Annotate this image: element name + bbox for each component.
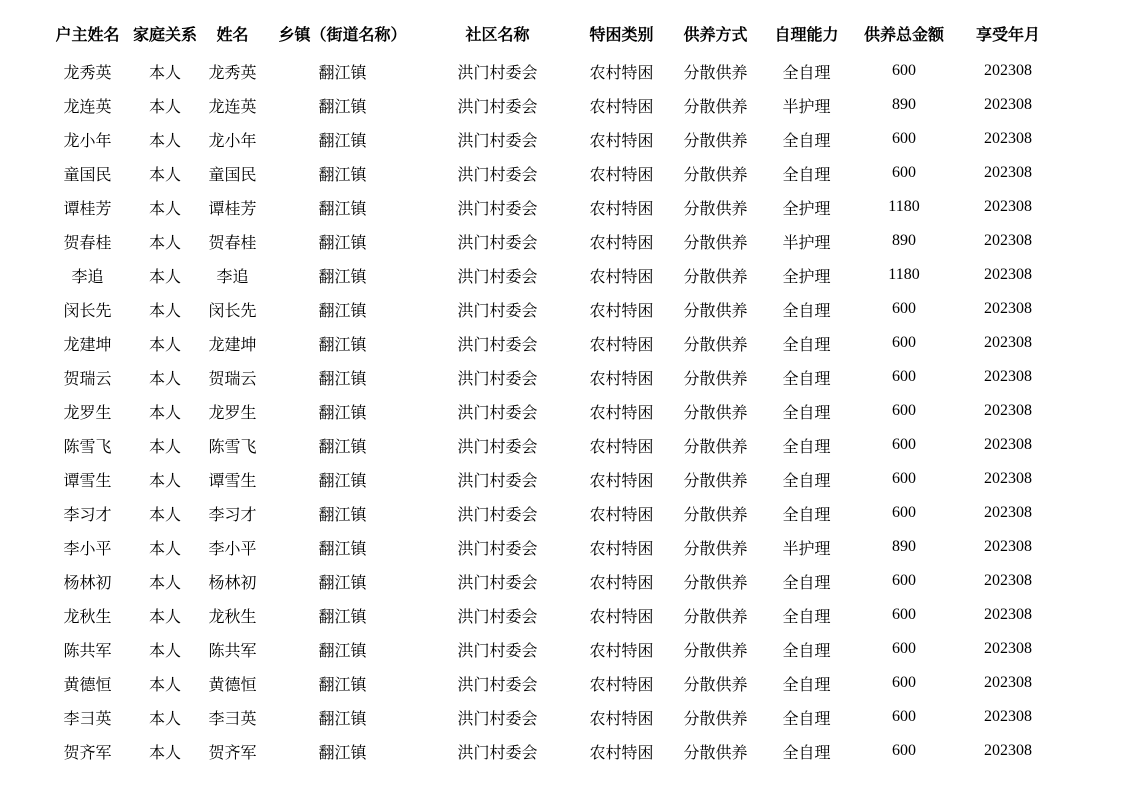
table-cell-township: 翻江镇 [318,234,367,252]
table-cell-household-head-name: 谭雪生 [63,472,112,490]
table-cell-family-relation: 本人 [148,642,181,660]
table-cell-support-method: 分散供养 [683,506,748,524]
table-cell-benefit-year-month: 202308 [984,674,1032,691]
table-cell-community-name: 洪门村委会 [457,200,538,218]
table-cell-household-head-name: 贺齐军 [63,744,112,762]
table-cell-family-relation: 本人 [148,540,181,558]
table-cell-benefit-year-month: 202308 [984,436,1032,453]
table-cell-household-head-name: 贺瑞云 [63,370,112,388]
table-row [45,734,1058,768]
table-cell-support-method: 分散供养 [683,642,748,660]
table-cell-household-head-name: 李习才 [63,506,112,524]
table-cell-benefit-year-month: 202308 [984,300,1032,317]
table-cell-name: 贺齐军 [208,744,257,762]
table-cell-poverty-category: 农村特困 [589,132,654,150]
table-cell-name: 龙罗生 [208,404,257,422]
table-cell-community-name: 洪门村委会 [457,336,538,354]
table-cell-benefit-year-month: 202308 [984,708,1032,725]
table-cell-benefit-year-month: 202308 [984,368,1032,385]
table-cell-poverty-category: 农村特困 [589,506,654,524]
table-cell-township: 翻江镇 [318,302,367,320]
table-row [45,54,1058,88]
column-header-family-relation: 家庭关系 [132,26,197,44]
table-row [45,462,1058,496]
table-cell-self-care-ability: 半护理 [782,540,831,558]
table-row [45,360,1058,394]
table-cell-family-relation: 本人 [148,710,181,728]
table-cell-self-care-ability: 全自理 [782,336,831,354]
table-cell-support-method: 分散供养 [683,676,748,694]
table-cell-support-method: 分散供养 [683,404,748,422]
table-cell-self-care-ability: 全自理 [782,642,831,660]
table-cell-benefit-year-month: 202308 [984,232,1032,249]
table-cell-self-care-ability: 全自理 [782,608,831,626]
table-cell-community-name: 洪门村委会 [457,166,538,184]
table-cell-name: 李习才 [208,506,257,524]
table-cell-total-support-amount: 600 [892,674,916,691]
table-cell-benefit-year-month: 202308 [984,572,1032,589]
table-row [45,530,1058,564]
table-cell-poverty-category: 农村特困 [589,642,654,660]
table-cell-benefit-year-month: 202308 [984,742,1032,759]
table-cell-name: 龙建坤 [208,336,257,354]
column-header-name: 姓名 [216,26,249,44]
table-cell-family-relation: 本人 [148,744,181,762]
table-cell-self-care-ability: 全自理 [782,370,831,388]
table-cell-household-head-name: 龙秋生 [63,608,112,626]
table-cell-community-name: 洪门村委会 [457,132,538,150]
table-cell-household-head-name: 贺春桂 [63,234,112,252]
table-cell-township: 翻江镇 [318,336,367,354]
table-cell-support-method: 分散供养 [683,370,748,388]
table-cell-township: 翻江镇 [318,404,367,422]
table-body [45,54,1058,768]
table-cell-household-head-name: 黄德恒 [63,676,112,694]
table-cell-township: 翻江镇 [318,98,367,116]
column-header-support-method: 供养方式 [683,26,748,44]
table-cell-household-head-name: 李追 [71,268,104,286]
table-cell-name: 李小平 [208,540,257,558]
table-cell-household-head-name: 谭桂芳 [63,200,112,218]
table-cell-poverty-category: 农村特困 [589,166,654,184]
table-cell-support-method: 分散供养 [683,302,748,320]
table-cell-benefit-year-month: 202308 [984,402,1032,419]
table-cell-community-name: 洪门村委会 [457,506,538,524]
table-cell-self-care-ability: 全护理 [782,268,831,286]
table-cell-benefit-year-month: 202308 [984,164,1032,181]
table-cell-family-relation: 本人 [148,268,181,286]
table-cell-community-name: 洪门村委会 [457,268,538,286]
table-cell-township: 翻江镇 [318,540,367,558]
table-cell-support-method: 分散供养 [683,574,748,592]
table-cell-household-head-name: 龙连英 [63,98,112,116]
table-cell-township: 翻江镇 [318,268,367,286]
table-cell-support-method: 分散供养 [683,200,748,218]
table-row [45,700,1058,734]
table-cell-total-support-amount: 890 [892,96,916,113]
table-cell-poverty-category: 农村特困 [589,370,654,388]
table-cell-self-care-ability: 全自理 [782,472,831,490]
table-cell-family-relation: 本人 [148,302,181,320]
table-cell-township: 翻江镇 [318,642,367,660]
table-cell-community-name: 洪门村委会 [457,574,538,592]
table-cell-self-care-ability: 全自理 [782,506,831,524]
column-header-self-care-ability: 自理能力 [774,26,839,44]
table-cell-family-relation: 本人 [148,98,181,116]
table-cell-total-support-amount: 600 [892,402,916,419]
column-header-township: 乡镇（街道名称） [278,26,407,44]
table-cell-name: 贺瑞云 [208,370,257,388]
table-cell-family-relation: 本人 [148,506,181,524]
table-cell-family-relation: 本人 [148,574,181,592]
table-cell-benefit-year-month: 202308 [984,470,1032,487]
table-cell-support-method: 分散供养 [683,472,748,490]
table-cell-total-support-amount: 600 [892,368,916,385]
table-cell-township: 翻江镇 [318,574,367,592]
table-cell-total-support-amount: 600 [892,436,916,453]
table-cell-township: 翻江镇 [318,166,367,184]
column-header-community-name: 社区名称 [465,26,530,44]
table-cell-community-name: 洪门村委会 [457,98,538,116]
table-cell-total-support-amount: 600 [892,504,916,521]
table-cell-benefit-year-month: 202308 [984,266,1032,283]
table-cell-benefit-year-month: 202308 [984,96,1032,113]
table-cell-name: 李彐英 [208,710,257,728]
table-cell-total-support-amount: 600 [892,470,916,487]
table-cell-family-relation: 本人 [148,64,181,82]
column-header-benefit-year-month: 享受年月 [975,26,1040,44]
table-cell-name: 谭桂芳 [208,200,257,218]
table-cell-self-care-ability: 全自理 [782,166,831,184]
table-cell-poverty-category: 农村特困 [589,676,654,694]
table-cell-total-support-amount: 600 [892,572,916,589]
table-cell-support-method: 分散供养 [683,98,748,116]
table-cell-community-name: 洪门村委会 [457,744,538,762]
table-cell-household-head-name: 杨林初 [63,574,112,592]
table-cell-poverty-category: 农村特困 [589,472,654,490]
table-cell-township: 翻江镇 [318,710,367,728]
table-cell-total-support-amount: 600 [892,62,916,79]
table-cell-self-care-ability: 全自理 [782,710,831,728]
table-cell-household-head-name: 陈雪飞 [63,438,112,456]
table-cell-benefit-year-month: 202308 [984,504,1032,521]
table-cell-township: 翻江镇 [318,472,367,490]
table-cell-household-head-name: 李彐英 [63,710,112,728]
table-row [45,156,1058,190]
table-cell-household-head-name: 童国民 [63,166,112,184]
table-cell-township: 翻江镇 [318,744,367,762]
table-cell-family-relation: 本人 [148,370,181,388]
table-cell-poverty-category: 农村特困 [589,98,654,116]
table-cell-total-support-amount: 600 [892,742,916,759]
table-cell-name: 龙秋生 [208,608,257,626]
table-cell-community-name: 洪门村委会 [457,710,538,728]
table-cell-name: 黄德恒 [208,676,257,694]
table-cell-self-care-ability: 半护理 [782,234,831,252]
table-cell-self-care-ability: 全自理 [782,64,831,82]
table-cell-self-care-ability: 全自理 [782,438,831,456]
table-cell-total-support-amount: 600 [892,606,916,623]
table-cell-community-name: 洪门村委会 [457,370,538,388]
table-cell-household-head-name: 闵长先 [63,302,112,320]
table-cell-support-method: 分散供养 [683,336,748,354]
table-cell-township: 翻江镇 [318,200,367,218]
table-row [45,88,1058,122]
table-cell-community-name: 洪门村委会 [457,472,538,490]
table-cell-support-method: 分散供养 [683,234,748,252]
table-cell-total-support-amount: 600 [892,300,916,317]
table-cell-name: 闵长先 [208,302,257,320]
table-cell-support-method: 分散供养 [683,438,748,456]
table-cell-total-support-amount: 1180 [888,198,920,215]
table-cell-self-care-ability: 全自理 [782,302,831,320]
table-cell-self-care-ability: 全自理 [782,744,831,762]
table-cell-poverty-category: 农村特困 [589,710,654,728]
table-cell-name: 陈雪飞 [208,438,257,456]
table-cell-poverty-category: 农村特困 [589,404,654,422]
table-cell-family-relation: 本人 [148,200,181,218]
table-cell-community-name: 洪门村委会 [457,642,538,660]
table-cell-total-support-amount: 890 [892,538,916,555]
table-cell-community-name: 洪门村委会 [457,608,538,626]
table-cell-township: 翻江镇 [318,608,367,626]
table-cell-township: 翻江镇 [318,64,367,82]
table-cell-community-name: 洪门村委会 [457,438,538,456]
table-cell-township: 翻江镇 [318,438,367,456]
table-cell-poverty-category: 农村特困 [589,540,654,558]
table-cell-township: 翻江镇 [318,132,367,150]
table-cell-total-support-amount: 1180 [888,266,920,283]
table-cell-poverty-category: 农村特困 [589,64,654,82]
table-cell-name: 谭雪生 [208,472,257,490]
table-cell-self-care-ability: 全护理 [782,200,831,218]
table-cell-community-name: 洪门村委会 [457,302,538,320]
table-header-row [45,12,1058,54]
table-cell-name: 童国民 [208,166,257,184]
table-cell-community-name: 洪门村委会 [457,540,538,558]
table-row [45,326,1058,360]
table-cell-family-relation: 本人 [148,608,181,626]
table-cell-community-name: 洪门村委会 [457,234,538,252]
column-header-household-head-name: 户主姓名 [55,26,120,44]
table-cell-family-relation: 本人 [148,234,181,252]
table-cell-poverty-category: 农村特困 [589,268,654,286]
table-row [45,666,1058,700]
table-cell-name: 贺春桂 [208,234,257,252]
table-cell-total-support-amount: 600 [892,334,916,351]
table-cell-family-relation: 本人 [148,676,181,694]
table-cell-benefit-year-month: 202308 [984,538,1032,555]
table-cell-self-care-ability: 全自理 [782,574,831,592]
table-cell-poverty-category: 农村特困 [589,574,654,592]
table-cell-household-head-name: 龙小年 [63,132,112,150]
table-cell-self-care-ability: 全自理 [782,676,831,694]
column-header-poverty-category: 特困类别 [589,26,654,44]
table-cell-total-support-amount: 600 [892,130,916,147]
table-cell-township: 翻江镇 [318,370,367,388]
table-cell-poverty-category: 农村特困 [589,200,654,218]
table-cell-support-method: 分散供养 [683,744,748,762]
table-row [45,598,1058,632]
table-cell-name: 龙小年 [208,132,257,150]
table-cell-name: 杨林初 [208,574,257,592]
table-cell-benefit-year-month: 202308 [984,130,1032,147]
table-cell-family-relation: 本人 [148,472,181,490]
table-cell-household-head-name: 龙秀英 [63,64,112,82]
table-row [45,394,1058,428]
table-cell-family-relation: 本人 [148,166,181,184]
table-cell-community-name: 洪门村委会 [457,676,538,694]
table-cell-support-method: 分散供养 [683,710,748,728]
table-cell-household-head-name: 龙罗生 [63,404,112,422]
table-cell-support-method: 分散供养 [683,268,748,286]
table-cell-township: 翻江镇 [318,676,367,694]
benefits-table [45,12,1058,768]
table-cell-benefit-year-month: 202308 [984,62,1032,79]
table-cell-support-method: 分散供养 [683,540,748,558]
table-cell-benefit-year-month: 202308 [984,606,1032,623]
table-cell-name: 龙秀英 [208,64,257,82]
table-row [45,496,1058,530]
table-cell-support-method: 分散供养 [683,64,748,82]
table-cell-name: 陈共军 [208,642,257,660]
table-row [45,564,1058,598]
table-cell-support-method: 分散供养 [683,608,748,626]
table-cell-benefit-year-month: 202308 [984,334,1032,351]
table-cell-community-name: 洪门村委会 [457,404,538,422]
table-cell-family-relation: 本人 [148,132,181,150]
table-cell-poverty-category: 农村特困 [589,234,654,252]
table-cell-poverty-category: 农村特困 [589,744,654,762]
table-row [45,122,1058,156]
table-row [45,632,1058,666]
table-row [45,258,1058,292]
table-row [45,428,1058,462]
table-cell-support-method: 分散供养 [683,166,748,184]
table-cell-total-support-amount: 600 [892,708,916,725]
table-cell-poverty-category: 农村特困 [589,336,654,354]
column-header-total-support-amount: 供养总金额 [863,26,944,44]
table-cell-township: 翻江镇 [318,506,367,524]
table-row [45,224,1058,258]
table-cell-household-head-name: 李小平 [63,540,112,558]
table-cell-self-care-ability: 全自理 [782,132,831,150]
table-cell-family-relation: 本人 [148,438,181,456]
table-cell-benefit-year-month: 202308 [984,640,1032,657]
table-cell-poverty-category: 农村特困 [589,608,654,626]
table-row [45,292,1058,326]
table-cell-total-support-amount: 600 [892,640,916,657]
table-cell-poverty-category: 农村特困 [589,302,654,320]
table-row [45,190,1058,224]
table-cell-self-care-ability: 半护理 [782,98,831,116]
table-cell-benefit-year-month: 202308 [984,198,1032,215]
table-cell-poverty-category: 农村特困 [589,438,654,456]
table-cell-household-head-name: 龙建坤 [63,336,112,354]
table-cell-total-support-amount: 600 [892,164,916,181]
table-cell-family-relation: 本人 [148,336,181,354]
table-cell-family-relation: 本人 [148,404,181,422]
table-cell-name: 李追 [216,268,249,286]
table-cell-total-support-amount: 890 [892,232,916,249]
table-cell-household-head-name: 陈共军 [63,642,112,660]
table-cell-name: 龙连英 [208,98,257,116]
table-cell-community-name: 洪门村委会 [457,64,538,82]
table-cell-support-method: 分散供养 [683,132,748,150]
table-cell-self-care-ability: 全自理 [782,404,831,422]
